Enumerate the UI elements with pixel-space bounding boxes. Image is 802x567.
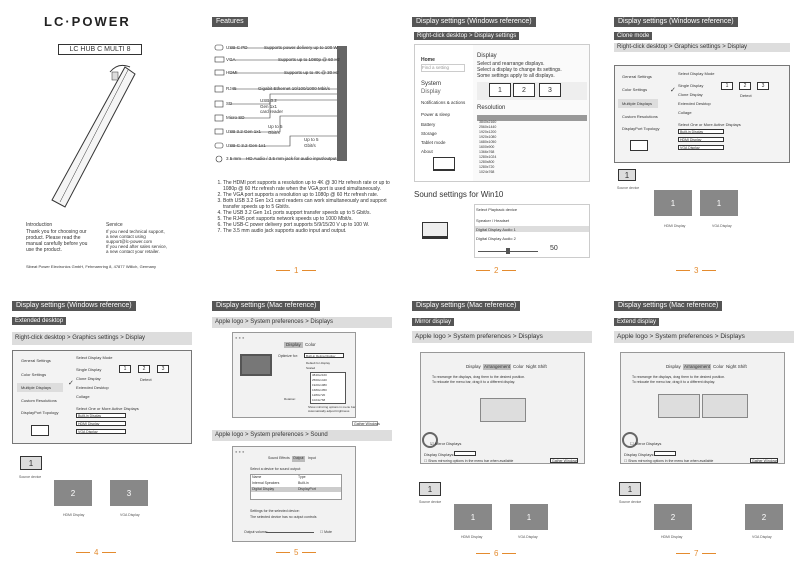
mac-gather-button[interactable]: Gather Windows [354,422,380,426]
ext-header: Display settings (Windows reference) [12,301,136,311]
mac-sound-window-controls: ● ● ● [235,449,245,454]
menu-battery[interactable]: Battery [421,122,436,127]
display-title: Display [477,53,497,59]
res-4[interactable]: 1920x1080 [479,135,497,139]
port-desc-hdmi: Supports up to 4K @ 30 Hz [284,70,339,75]
page-number: 1 [272,266,320,275]
footer-address: Sibeat Power Electronics GmbH, Fehmarnring 8, 47877 Willich, Germany [26,264,157,269]
res-5[interactable]: 1680x1050 [479,140,497,144]
product-name: LC HUB C MULTI 8 [58,44,142,55]
mac-row-1-name[interactable]: Internal Speakers [252,481,280,485]
intro-line-2: product. Please read the [26,235,81,241]
mac-res-2[interactable]: 2560x1440 [312,378,327,382]
macext-display-block-2[interactable] [702,394,748,418]
mirror-tab-color[interactable]: Color [513,364,524,369]
note-7: 7. The 3.5 mm audio jack supports audio input and output. [223,228,392,234]
clone-header: Display settings (Windows reference) [614,17,738,27]
clone-monitor-hdmi: 1 [654,190,692,216]
port-desc-sd: USB 3.2 Gen 1x1 card reader [260,98,284,114]
macext-monitor-hdmi: 2 [654,504,692,530]
resolution-title: Resolution [477,105,506,111]
brand-logo: LC·POWER [44,14,131,29]
service-line-1: If you need technical support, [106,229,165,234]
ext-mode-collage[interactable]: Collage [76,394,90,399]
res-10[interactable]: 1280x720 [479,165,495,169]
clone-label-vga: VGA Display [712,224,732,228]
volume-knob[interactable] [506,248,510,254]
mirror-displays-select[interactable] [454,451,476,456]
mirror-label-hdmi: HDMI Display [461,535,483,539]
mirror-source-label: Source device [419,500,442,504]
port-label-vga: VGA [226,57,236,62]
res-11[interactable]: 1024x768 [479,170,495,174]
clone-active-1[interactable]: Built-in Display [678,129,724,134]
res-3[interactable]: 1920x1200 [479,130,497,134]
mac-res-4[interactable]: 1680x1050 [312,388,327,392]
monitor-2[interactable]: 2 [513,83,535,97]
macext-tab-arrangement[interactable]: Arrangement [684,364,711,369]
macext-tab-color[interactable]: Color [713,364,724,369]
mac-res-label: Optimize for: [278,354,298,358]
menu-about[interactable]: About [421,149,433,154]
ext-source-label: Source device [19,475,42,479]
mac-path-sound: Apple logo > System preferences > Sound [212,430,392,441]
menu-home[interactable]: Home [421,57,435,63]
mirror-tab-night[interactable]: Night Shift [526,364,547,369]
clone-num-3[interactable]: 3 [757,82,769,90]
mirror-path: Apple logo > System preferences > Displays [412,331,592,343]
ext-path: Right-click desktop > Graphics settings > Display [12,332,192,345]
ext-active-title: Select One or More Active Displays [76,406,139,411]
mac-rot-opt-2[interactable]: Automatically adjust brightness [308,409,350,413]
ext-num-2[interactable]: 2 [138,365,150,373]
mac-mute-checkbox[interactable]: ☐ Mute [320,530,332,534]
feature-notes [214,180,392,234]
clone-mode-title: Select Display Mode [678,71,715,76]
monitor-3[interactable]: 3 [539,83,561,97]
page-number: 2 [472,266,520,275]
port-label-usbc-pd: USB-C PD [226,45,248,50]
clone-path: Right-click desktop > Graphics settings > Display [614,43,790,52]
mac-res-select[interactable]: Built-in Retina Display [304,353,344,358]
note-2: 2. The VGA port supports a resolution up to 1080p @ 60 Hz refresh rate. [223,192,392,198]
menu-notifications[interactable]: Notifications & actions [421,100,466,105]
intro-line-1: Thank you for choosing our [26,229,87,235]
menu-power[interactable]: Power & sleep [421,112,451,117]
mac-res-1[interactable]: 3840x2160 [312,373,327,377]
note-6: 6. The USB-C power delivery port supports 5/9/15/20 V up to 100 W. [223,222,392,228]
port-desc-audio: HD Audio / 3.5 mm jack for audio input/output [246,156,337,161]
sound-title: Sound settings for Win10 [414,190,504,199]
ext-menu-color[interactable]: Color Settings [21,372,47,377]
page-number: 7 [672,549,720,558]
macext-tab-display[interactable]: Display [666,364,681,369]
win-header: Display settings (Windows reference) [412,17,536,27]
mac-col-name: Name [252,475,262,479]
mac-col-type: Type [298,475,306,479]
volume-value: 50 [550,245,558,252]
ext-monitor-vga: 3 [110,480,148,506]
service-line-4: If you need after sales service, [106,244,168,249]
clone-num-1[interactable]: 1 [721,82,733,90]
mac-row-1-type[interactable]: Built-in [298,481,309,485]
mac-rot-opt-1[interactable]: Show mirroring options in menu bar [308,405,356,409]
clone-menu-dp[interactable]: DisplayPort Topology [622,126,660,131]
display-text-3: Some settings apply to all displays. [477,73,555,79]
page-number: 6 [472,549,520,558]
ext-laptop-icon [31,425,49,436]
macext-checkbox[interactable]: ☐ Mirror Displays [630,441,662,446]
mac-header: Display settings (Mac reference) [212,301,320,311]
mac-row-2-name[interactable]: Digital Display [252,487,275,491]
ext-mode-extended[interactable]: Extended Desktop [76,385,109,390]
page-extended [0,284,200,567]
clone-menu-custom[interactable]: Custom Resolutions [622,114,658,119]
mac-rotation-label: Rotation: [284,397,297,401]
mirror-monitor-hdmi: 1 [454,504,492,530]
clone-laptop-icon [630,140,648,151]
port-label-sd: SD [226,101,233,106]
res-1[interactable]: 3840x2160 [479,120,497,124]
note-1: 1. The HDMI port supports a resolution up to 4K @ 30 Hz refresh rate or up to 1080p @ 60 Hz refresh rate when the VGA port is used simultaneously. [223,180,392,192]
clone-monitor-vga: 1 [700,190,738,216]
mirror-checkbox-label: Mirror Displays [434,441,462,446]
page-features [200,0,400,283]
clone-source-monitor: 1 [618,169,636,181]
ext-active-2[interactable]: HDMI Display [76,421,126,426]
page-number: 5 [272,548,320,557]
clone-mode-clone[interactable]: Clone Display [678,92,703,97]
playback-2[interactable]: Digital Display Audio 1 [476,227,516,232]
clone-source-label: Source device [617,186,640,190]
res-9[interactable]: 1280x800 [479,160,495,164]
mirror-show-checkbox[interactable]: ☐ Show mirroring options in the menu bar when available [424,459,514,463]
res-8[interactable]: 1280x1024 [479,155,497,159]
ext-menu-custom[interactable]: Custom Resolutions [21,398,57,403]
mac-res-3[interactable]: 1920x1080 [312,383,327,387]
macext-gather-button[interactable]: Gather Windows [752,459,778,463]
port-label-microsd: Micro SD [226,115,245,120]
mirror-tab-arrangement[interactable]: Arrangement [484,364,511,369]
page-mac-extend [600,284,802,567]
monitor-1[interactable]: 1 [489,83,511,97]
service-line-5: a new contact your retailer. [106,249,160,254]
res-6[interactable]: 1600x900 [479,145,495,149]
port-label-usbc: USB-C 3.2 Gen 1x1 [226,143,266,148]
mac-tab-display[interactable]: Display [286,342,301,347]
ext-monitor-hdmi: 2 [54,480,92,506]
mirror-label-vga: VGA Display [518,535,538,539]
macext-show-checkbox[interactable]: ☐ Show mirroring options in the menu bar when available [624,459,714,463]
ext-active-3[interactable]: VGA Display [76,429,126,434]
ext-active-1[interactable]: Built-in Display [76,413,126,418]
macext-show-label: Show mirroring options in the menu bar when available [628,459,714,463]
mirror-checkbox[interactable]: ☑ Mirror Displays [430,441,462,446]
page-cover [0,0,200,283]
mac-volume-label: Output volume: [244,530,268,534]
ext-menu-multiple[interactable]: Multiple Displays [17,383,63,392]
service-line-2: a new contact using [106,234,146,239]
macext-tab-night[interactable]: Night Shift [726,364,747,369]
ext-mode-single[interactable]: Single Display [76,367,102,372]
ext-label-vga: VGA Display [120,513,140,517]
service-line-3: support@lc-power.com [106,239,153,244]
mac-tab-input[interactable]: Input [308,456,316,460]
mirror-monitor-vga: 1 [510,504,548,530]
mac-sound-select-title: Select a device for sound output: [250,467,301,471]
port-desc-usbc: Up to 5 Gbit/s [304,137,319,148]
mac-mute-label: Mute [324,530,332,534]
mac-path-displays: Apple logo > System preferences > Displays [212,317,392,328]
mirror-displays-label: Display Displays: [424,452,455,457]
mirror-sub: Mirror display [412,318,454,326]
clone-active-3[interactable]: VGA Display [678,145,724,150]
mirror-tab-display[interactable]: Display [466,364,481,369]
menu-search[interactable]: Find a setting [421,64,465,72]
mac-window-controls: ● ● ● [235,335,245,340]
port-label-hdmi: HDMI [226,70,238,75]
port-label-usba: USB 3.2 Gen 1x1 [226,129,262,134]
playback-title: Select Playback device [476,207,518,212]
mac-monitor-image [240,354,272,376]
mirror-show-label: Show mirroring options in the menu bar when available [428,459,514,463]
ext-num-3[interactable]: 3 [157,365,169,373]
playback-1[interactable]: Speaker / Headset [476,218,510,223]
mac-tab-output[interactable]: Output [293,456,304,460]
macext-monitor-vga: 2 [745,504,783,530]
win-settings-window [414,44,590,182]
mirror-gather-button[interactable]: Gather Windows [552,459,578,463]
menu-display[interactable]: Display [421,89,441,95]
win-sub: Right-click desktop > Display settings [414,32,519,40]
ext-label-hdmi: HDMI Display [63,513,85,517]
ext-detect[interactable]: Detect [140,377,152,382]
ext-num-1[interactable]: 1 [119,365,131,373]
clone-num-2[interactable]: 2 [739,82,751,90]
ext-menu-dp[interactable]: DisplayPort Topology [21,410,59,415]
menu-tablet[interactable]: Tablet mode [421,140,446,145]
ext-source-monitor: 1 [20,456,42,470]
intro-line-4: use the product. [26,247,62,253]
port-desc-rj45: Gigabit Ethernet 10/100/1000 Mbit/s [258,86,331,91]
page-number: 4 [72,548,120,557]
clone-mode-single[interactable]: Single Display [678,83,704,88]
clone-menu-multiple[interactable]: Multiple Displays [618,99,658,108]
macext-checkbox-label: Mirror Displays [634,441,662,446]
port-label-rj45: RJ45 [226,86,237,91]
mirror-text-2: To relocate the menu bar, drag it to a different display. [432,380,516,384]
macext-header: Display settings (Mac reference) [614,301,722,311]
clone-sub: Clone mode [614,32,652,40]
port-desc-usbc-pd: Supports power delivery up to 100 W [264,45,338,50]
mac-res-opt-scaled[interactable]: Scaled [306,366,316,370]
mac-tab-effects[interactable]: Sound Effects [268,456,290,460]
mac-res-5[interactable]: 1280x720 [312,393,326,397]
clone-detect[interactable]: Detect [740,93,752,98]
page-win-display [400,0,600,283]
macext-text-2: To relocate the menu bar, drag it to a different display. [632,380,716,384]
mirror-header: Display settings (Mac reference) [412,301,520,311]
check-icon: ✓ [68,380,74,387]
mac-res-6[interactable]: 1024x768 [312,398,326,402]
macext-text-1: To rearrange the displays, drag them to the desired position. [632,375,726,379]
note-5: 5. The RJ45 port supports network speeds up to 1000 Mbit/s. [223,216,392,222]
menu-storage[interactable]: Storage [421,131,437,136]
page-mac [200,284,400,567]
page-mirror [400,284,600,567]
hub-illustration [40,62,140,212]
clone-menu-color[interactable]: Color Settings [622,87,648,92]
check-icon: ✓ [670,87,676,94]
port-desc-vga: Supports up to 1080p @ 60 Hz [278,57,340,62]
clone-mode-collage[interactable]: Collage [678,110,692,115]
ext-mode-clone[interactable]: Clone Display [76,376,101,381]
macext-source-monitor: 1 [619,482,641,496]
mirror-display-block[interactable] [480,398,526,422]
mac-volume-slider[interactable] [266,532,314,533]
laptop-sound-icon [422,222,448,239]
intro-title: Introduction [26,222,53,228]
macext-label-vga: VGA Display [752,535,772,539]
features-header: Features [212,17,248,27]
clone-active-title: Select One or More Active Displays [678,122,741,127]
macext-displays-label: Display Displays: [624,452,655,457]
intro-line-3: manual carefully before you [26,241,88,247]
display-text-1: Select and rearrange displays. [477,61,545,67]
clone-label-hdmi: HDMI Display [664,224,686,228]
note-4: 4. The USB 3.2 Gen 1x1 ports support transfer speeds up to 5 Gbit/s. [223,210,392,216]
mirror-text-1: To rearrange the displays, drag them to the desired position. [432,375,526,379]
menu-system: System [421,81,442,87]
port-desc-usba: Up to 5 Gbit/s [268,124,283,135]
page-number: 3 [672,266,720,275]
macext-path: Apple logo > System preferences > Displays [614,331,794,343]
macext-displays-select[interactable] [654,451,676,456]
mac-tab-color[interactable]: Color [305,342,316,347]
clone-active-2[interactable]: HDMI Display [678,137,724,142]
mirror-source-monitor: 1 [419,482,441,496]
ext-mode-title: Select Display Mode [76,355,113,360]
service-title: Service [106,222,123,228]
display-text-2: Select a display to change its settings. [477,67,562,73]
macext-source-label: Source device [619,500,642,504]
macext-display-block-1[interactable] [658,394,700,418]
note-3: 3. Both USB 3.2 Gen 1x1 card readers can work simultaneously and support transfer speeds up to 5 Gbit/s. [223,198,392,210]
macext-label-hdmi: HDMI Display [661,535,683,539]
mac-row-2-type[interactable]: DisplayPort [298,487,316,491]
res-2[interactable]: 2560x1440 [479,125,497,129]
macext-sub: Extend display [614,318,659,326]
mac-settings-note: The selected device has no output controls [250,515,317,519]
clone-mode-extended[interactable]: Extended Desktop [678,101,711,106]
ext-menu-general[interactable]: General Settings [21,358,51,363]
mac-settings-title: Settings for the selected device: [250,509,300,513]
clone-menu-general[interactable]: General Settings [622,74,652,79]
page-clone [600,0,802,283]
mac-res-opt-default[interactable]: Default for display [306,361,331,365]
playback-3[interactable]: Digital Display Audio 2 [476,236,516,241]
ext-sub: Extended desktop [12,317,66,325]
res-7[interactable]: 1366x768 [479,150,495,154]
port-label-audio: 3.5 mm [226,156,242,161]
laptop-icon [433,157,455,171]
